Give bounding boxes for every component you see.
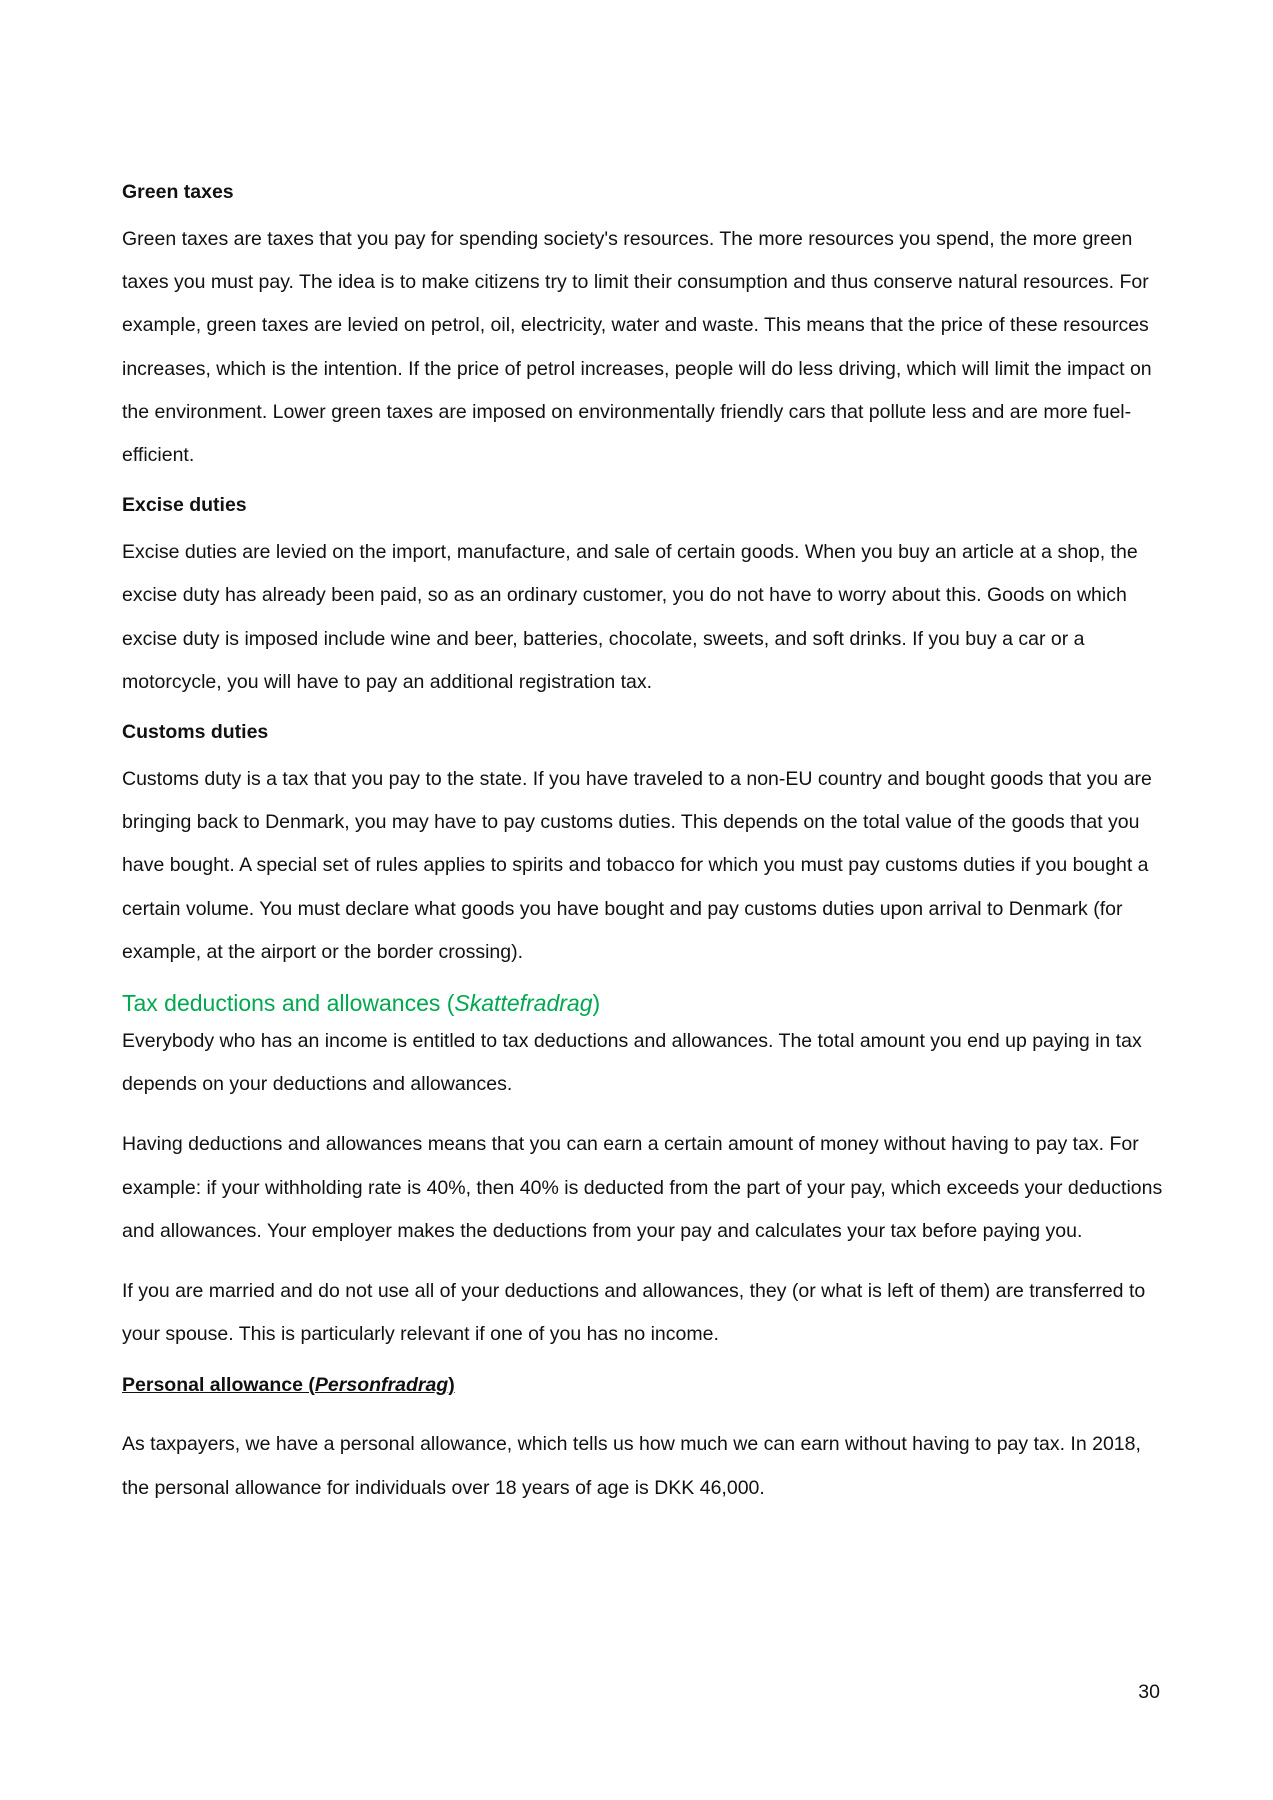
excise-duties-section [122, 493, 1167, 704]
personal-allowance-heading-close: ) [448, 1374, 455, 1397]
tax-deductions-paragraph-3: If you are married and do not use all of your deductions and allowances, they (or what is left of them) are transferred to your spouse. This is particularly relevant if one of you has no income. [122, 1280, 1146, 1346]
customs-duties-section [122, 720, 1167, 974]
green-taxes-heading: Green taxes [122, 181, 234, 203]
page-number: 30 [1138, 1681, 1160, 1703]
personal-allowance-section [122, 1373, 1167, 1509]
green-taxes-section [122, 180, 1167, 477]
green-taxes-body: Green taxes are taxes that you pay for spending society's resources. The more resources you spend, the more green taxes you must pay. The idea is to make citizens try to limit their consumption and thus conserve natural resources. For example, green taxes are levied on petrol, oil, electricity, water and waste. This means that the price of these resources increases, which is the intention. If the price of petrol increases, people will do less driving, which will limit the impact on the environment. Lower green taxes are imposed on environmentally friendly cars that pollute less and are more fuel-efficient. [122, 228, 1152, 467]
document-page [122, 180, 1167, 1510]
personal-allowance-heading-main: Personal allowance ( [122, 1374, 315, 1397]
tax-deductions-title [122, 990, 1167, 1016]
personal-allowance-heading-italic: Personfradrag [314, 1374, 449, 1397]
tax-deductions-title-close: ) [592, 990, 601, 1017]
personal-allowance-body: As taxpayers, we have a personal allowance, which tells us how much we can earn without having to pay tax. In 2018, the personal allowance for individuals over 18 years of age is DKK 46,000. [122, 1433, 1141, 1499]
tax-deductions-paragraph-2: Having deductions and allowances means that you can earn a certain amount of money without having to pay tax. For example: if your withholding rate is 40%, then 40% is deducted from the part of your pay, which exceeds your deductions and allowances. Your employer makes the deductions from your pay and calculates your tax before paying you. [122, 1133, 1163, 1242]
tax-deductions-paragraph-1: Everybody who has an income is entitled to tax deductions and allowances. The total amount you end up paying in tax depends on your deductions and allowances. [122, 1030, 1142, 1096]
tax-deductions-title-main: Tax deductions and allowances ( [122, 990, 455, 1017]
personal-allowance-heading [122, 1373, 1167, 1397]
tax-deductions-section [122, 990, 1167, 1356]
customs-duties-body: Customs duty is a tax that you pay to the state. If you have traveled to a non-EU country and bought goods that you are bringing back to Denmark, you may have to pay customs duties. This depends on the total value of the goods that you have bought. A special set of rules applies to spirits and tobacco for which you must pay customs duties if you bought a certain volume. You must declare what goods you have bought and pay customs duties upon arrival to Denmark (for example, at the airport or the border crossing). [122, 768, 1152, 963]
excise-duties-heading: Excise duties [122, 494, 247, 517]
customs-duties-heading: Customs duties [122, 721, 269, 744]
excise-duties-body: Excise duties are levied on the import, manufacture, and sale of certain goods. When you buy an article at a shop, the excise duty has already been paid, so as an ordinary customer, you do not have to worry about this. Goods on which excise duty is imposed include wine and beer, batteries, chocolate, sweets, and soft drinks. If you buy a car or a motorcycle, you will have to pay an additional registration tax. [122, 541, 1138, 693]
tax-deductions-title-italic: Skattefradrag [454, 990, 593, 1017]
